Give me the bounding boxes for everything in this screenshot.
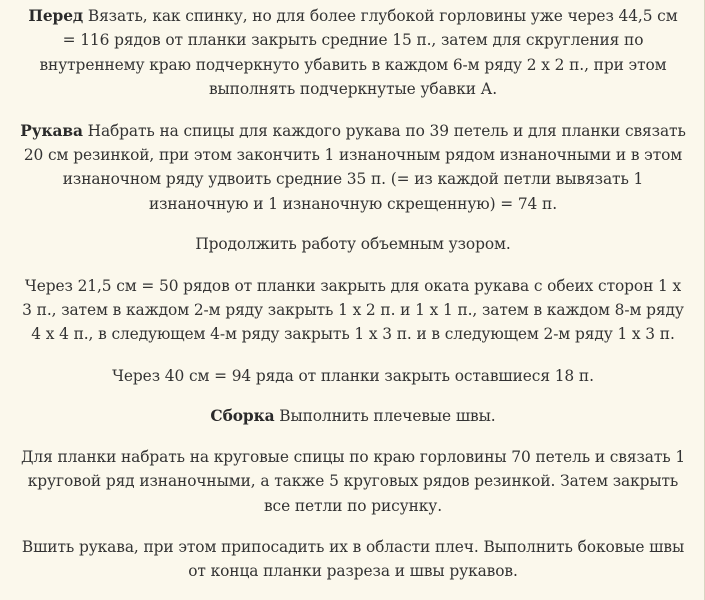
text-assembly: Выполнить плечевые швы. (274, 407, 496, 426)
paragraph-finishing (20, 535, 686, 584)
text-continue: Продолжить работу объемным узором. (195, 235, 511, 254)
text-front: Вязать, как спинку, но для более глубокой горловины уже через 44,5 см = 116 рядов от планки закрыть средние 15 п., затем для скругления по внутреннему краю подчеркнуто убавить в каждом 6-м ряду 2 х 2 п., при этом выполнять подчеркнутые убавки А. (39, 7, 678, 99)
paragraph-sleeve-cap (20, 274, 686, 347)
heading-assembly: Сборка (210, 407, 275, 426)
text-neckband: Для планки набрать на круговые спицы по краю горловины 70 петель и связать 1 круговой ряд изнаночными, а также 5 круговых рядов резинкой. Затем закрыть все петли по рисунку. (20, 447, 686, 515)
paragraph-front (20, 0, 686, 102)
heading-sleeves: Рукава (20, 121, 83, 140)
paragraph-continue (20, 232, 686, 256)
paragraph-assembly (20, 404, 686, 428)
paragraph-sleeves (20, 119, 686, 217)
paragraph-close-remaining (20, 364, 686, 388)
paragraph-neckband (20, 445, 686, 518)
heading-front: Перед (28, 7, 84, 25)
text-sleeves: Набрать на спицы для каждого рукава по 39 петель и для планки связать 20 см резинкой, при этом закончить 1 изнаночным рядом изнаночными и в этом изнаночном ряду удвоить средние 35 п. (= из каждой петли вывязать 1 изнаночную и 1 изнаночную скрещенную) = 74 п. (23, 121, 686, 213)
text-close-remaining: Через 40 см = 94 ряда от планки закрыть оставшиеся 18 п. (112, 366, 594, 385)
text-sleeve-cap: Через 21,5 см = 50 рядов от планки закрыть для оката рукава с обеих сторон 1 х 3 п., затем в каждом 2-м ряду закрыть 1 х 2 п. и 1 х 1 п., затем в каждом 8-м ряду 4 х 4 п., в следующем 4-м ряду закрыть 1 х 3 п. и в следующем 2-м ряду 1 х 3 п. (22, 276, 684, 344)
text-finishing: Вшить рукава, при этом припосадить их в области плеч. Выполнить боковые швы от конца планки разреза и швы рукавов. (21, 537, 685, 581)
